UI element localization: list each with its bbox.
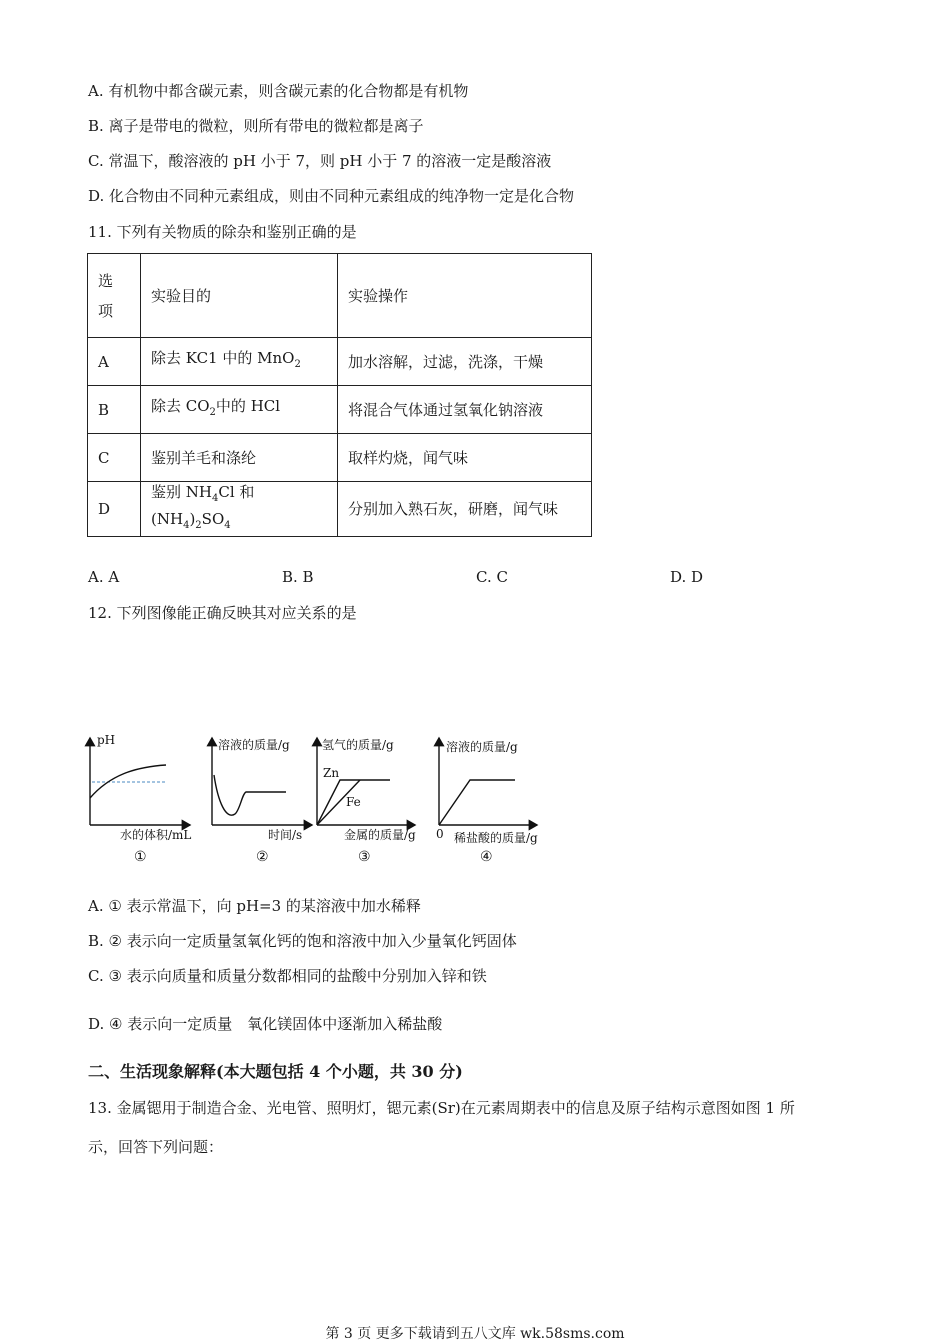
q12-option-d: D. ④ 表示向一定质量 氧化镁固体中逐渐加入稀盐酸 [88, 1015, 443, 1033]
row-option: A [88, 338, 141, 386]
graph-4-origin: 0 [436, 827, 444, 841]
row-option: C [88, 434, 141, 482]
q12-graphs [80, 730, 560, 870]
row-purpose: 鉴别羊毛和涤纶 [141, 434, 338, 482]
header-purpose: 实验目的 [141, 254, 338, 338]
graph-4-xlabel: 稀盐酸的质量/g [454, 831, 538, 845]
table-header-row [88, 254, 592, 338]
header-option-char2: 项 [98, 301, 114, 320]
row-option: B [88, 386, 141, 434]
header-operation: 实验操作 [338, 254, 592, 338]
row-operation: 取样灼烧，闻气味 [338, 434, 592, 482]
graph-3-fe-label: Fe [346, 795, 361, 809]
graph-4-ylabel: 溶液的质量/g [446, 740, 518, 754]
graph-3-xlabel: 金属的质量/g [344, 828, 416, 842]
row-operation: 分别加入熟石灰，研磨，闻气味 [338, 482, 592, 537]
q11-answer-b: B. B [282, 568, 314, 586]
q10-option-b: B. 离子是带电的微粒，则所有带电的微粒都是离子 [88, 117, 424, 135]
q12-option-c: C. ③ 表示向质量和质量分数都相同的盐酸中分别加入锌和铁 [88, 967, 487, 985]
graph-1-ylabel: pH [97, 733, 116, 747]
q12-stem: 12. 下列图像能正确反映其对应关系的是 [88, 604, 357, 622]
q10-option-a: A. 有机物中都含碳元素，则含碳元素的化合物都是有机物 [88, 82, 469, 100]
q11-table [87, 253, 592, 537]
table-row [88, 338, 592, 386]
row-operation: 将混合气体通过氢氧化钠溶液 [338, 386, 592, 434]
q11-answer-d: D. D [670, 568, 704, 586]
graph-3-ylabel: 氢气的质量/g [322, 738, 394, 752]
table-row [88, 482, 592, 537]
q10-option-c: C. 常温下，酸溶液的 pH 小于 7，则 pH 小于 7 的溶液一定是酸溶液 [88, 152, 552, 170]
graph-2-number: ② [256, 849, 269, 865]
row-purpose: 鉴别 $NH_4Cl$ 和$(NH_4)_2SO_4$ [141, 482, 338, 537]
q13-line-1: 13. 金属锶用于制造合金、光电管、照明灯，锶元素(Sr)在元素周期表中的信息及原子结构示意图如图 1 所 [88, 1099, 795, 1117]
q12-option-b: B. ② 表示向一定质量氢氧化钙的饱和溶液中加入少量氧化钙固体 [88, 932, 517, 950]
graph-2-ylabel: 溶液的质量/g [218, 738, 290, 752]
q10-option-d: D. 化合物由不同种元素组成，则由不同种元素组成的纯净物一定是化合物 [88, 187, 575, 205]
table-row [88, 434, 592, 482]
graph-4 [436, 738, 538, 865]
header-option [88, 254, 141, 338]
graph-2-curve [214, 775, 286, 815]
graph-2 [212, 737, 312, 865]
q11-answer-c: C. C [476, 568, 508, 586]
row-purpose: 除去 KC1 中的 MnO$_2$ [141, 338, 338, 386]
graph-3-number: ③ [358, 849, 371, 865]
graph-2-xlabel: 时间/s [268, 828, 303, 842]
row-purpose: 除去 $CO_2$中的 HCl [141, 386, 338, 434]
header-option-char1: 选 [98, 271, 114, 290]
q11-answer-a: A. A [88, 568, 120, 586]
table-row [88, 386, 592, 434]
graph-4-number: ④ [480, 849, 493, 865]
graph-3-zn-label: Zn [323, 766, 340, 780]
page-footer: 第 3 页 更多下载请到五八文库 wk.58sms.com [325, 1326, 625, 1342]
row-operation: 加水溶解，过滤，洗涤，干燥 [338, 338, 592, 386]
row-option: D [88, 482, 141, 537]
q13-line-2: 示，回答下列问题： [88, 1138, 224, 1156]
section-2-title: 二、生活现象解释(本大题包括 4 个小题，共 30 分) [88, 1062, 463, 1081]
graph-1-number: ① [134, 849, 147, 865]
graph-3 [317, 737, 416, 865]
graph-1 [90, 733, 191, 865]
q12-option-a: A. ① 表示常温下，向 pH=3 的某溶液中加水稀释 [88, 897, 421, 915]
q11-stem: 11. 下列有关物质的除杂和鉴别正确的是 [88, 223, 357, 241]
graph-4-line [439, 780, 515, 825]
graph-1-xlabel: 水的体积/mL [120, 828, 192, 842]
